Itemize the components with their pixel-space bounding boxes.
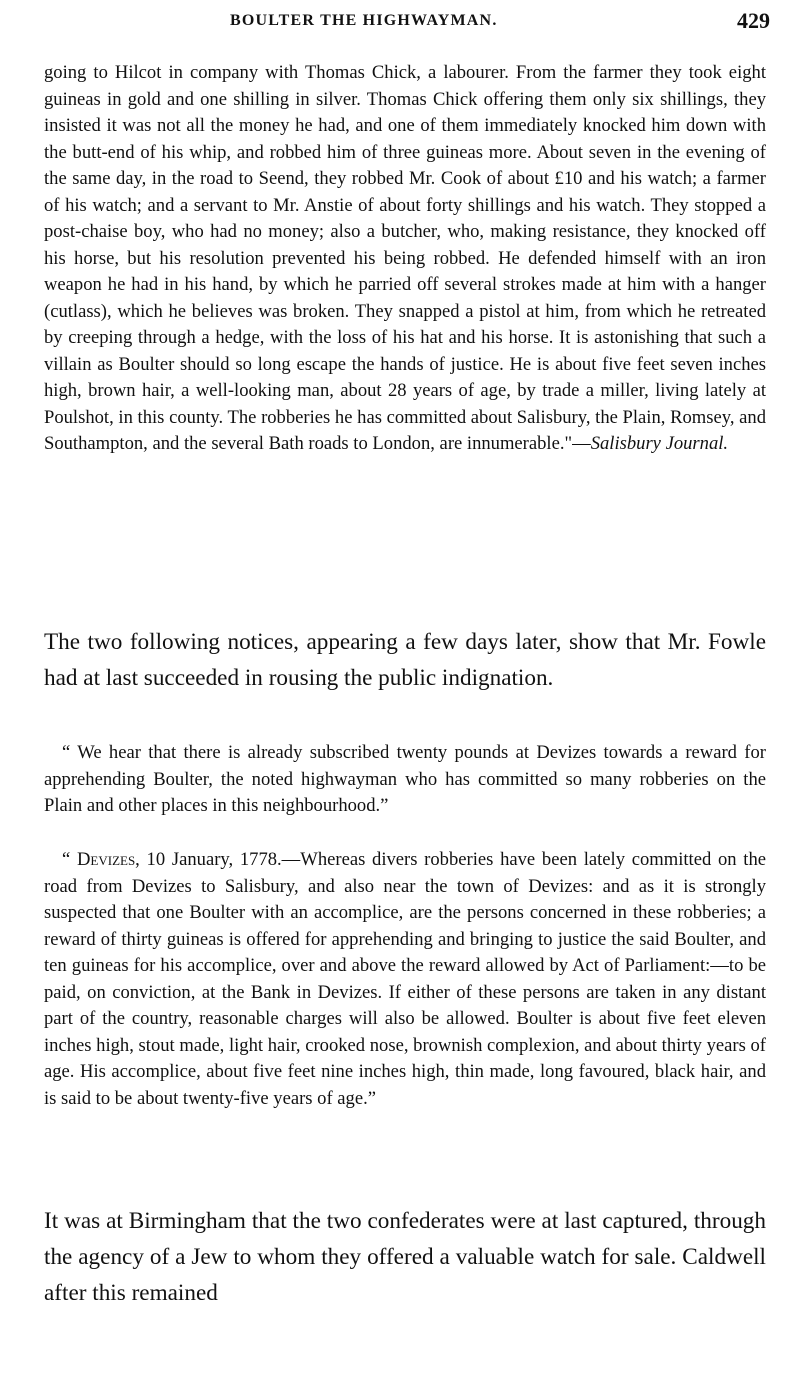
notice-reward-place: Devizes, — [76, 849, 140, 870]
notice-reward-opening: “ — [62, 849, 77, 870]
running-title: BOULTER THE HIGHWAYMAN. — [230, 12, 498, 29]
notice-subscription-text: “ We hear that there is already subscribed twenty pounds at Devizes towards a reward for apprehending Boulter, the noted highwayman who has committed so many robberies on the Plain and other places in this neighbourhood.” — [44, 742, 766, 816]
notice-reward-text — [44, 847, 766, 1112]
capture-text: It was at Birmingham that the two confederates were at last captured, through the agency of a Jew to whom they offered a valuable watch for sale. Caldwell after this remained — [44, 1208, 766, 1306]
body-paragraph-notices-intro — [44, 624, 766, 696]
notice-subscription — [44, 740, 766, 820]
notices-intro-text: The two following notices, appearing a few days later, show that Mr. Fowle had at last succeeded in rousing the public indignation. — [44, 629, 766, 691]
body-paragraph-capture — [44, 1203, 766, 1311]
notice-reward — [44, 847, 766, 1112]
quoted-report-source: Salisbury Journal. — [590, 433, 729, 454]
page-number: 429 — [737, 8, 770, 33]
notice-reward-body: 10 January, 1778.—Whereas divers robberies have been lately committed on the road from Devizes to Salisbury, and also near the town of Devizes: and as it is strongly suspected that one Boulter with an accomplice, are the persons concerned in these robberies; a reward of thirty guineas is offered for apprehending and bringing to justice the said Boulter, and ten guineas for his accomplice, over and above the reward allowed by Act of Parliament:—to be paid, on conviction, at the Bank in Devizes. If either of these persons are taken in any distant part of the country, reasonable charges will also be allowed. Boulter is about five feet eleven inches high, stout made, light hair, crooked nose, brownish complexion, and about thirty years of age. His accomplice, about five feet nine inches high, thin made, long favoured, black hair, and is said to be about twenty-five years of age.” — [44, 849, 766, 1109]
quoted-report-body: going to Hilcot in company with Thomas Chick, a labourer. From the farmer they took eight guineas in gold and one shilling in silver. Thomas Chick offering them only six shillings, they insisted it was not all the money he had, and one of them immediately knocked him down with the butt-end of his whip, and robbed him of three guineas more. About seven in the evening of the same day, in the road to Seend, they robbed Mr. Cook of about £10 and his watch; a farmer of his watch; and a servant to Mr. Anstie of about forty shillings and his watch. They stopped a post-chaise boy, who had no money; also a butcher, who, making resistance, they knocked off his horse, but his resolution prevented his being robbed. He defended himself with an iron weapon he had in his hand, by which he parried off several strokes made at him with a hanger (cutlass), which he believes was broken. They snapped a pistol at him, from which he retreated by creeping through a hedge, with the loss of his hat and his horse. It is astonishing that such a villain as Boulter should so long escape the hands of justice. He is about five feet seven inches high, brown hair, a well-looking man, about 28 years of age, by trade a miller, living lately at Poulshot, in this county. The robberies he has committed about Salisbury, the Plain, Romsey, and Southampton, and the several Bath roads to London, are innumerable."— — [44, 62, 766, 454]
quoted-report-text — [44, 60, 766, 458]
quoted-report — [44, 60, 766, 458]
page-header — [230, 8, 770, 38]
